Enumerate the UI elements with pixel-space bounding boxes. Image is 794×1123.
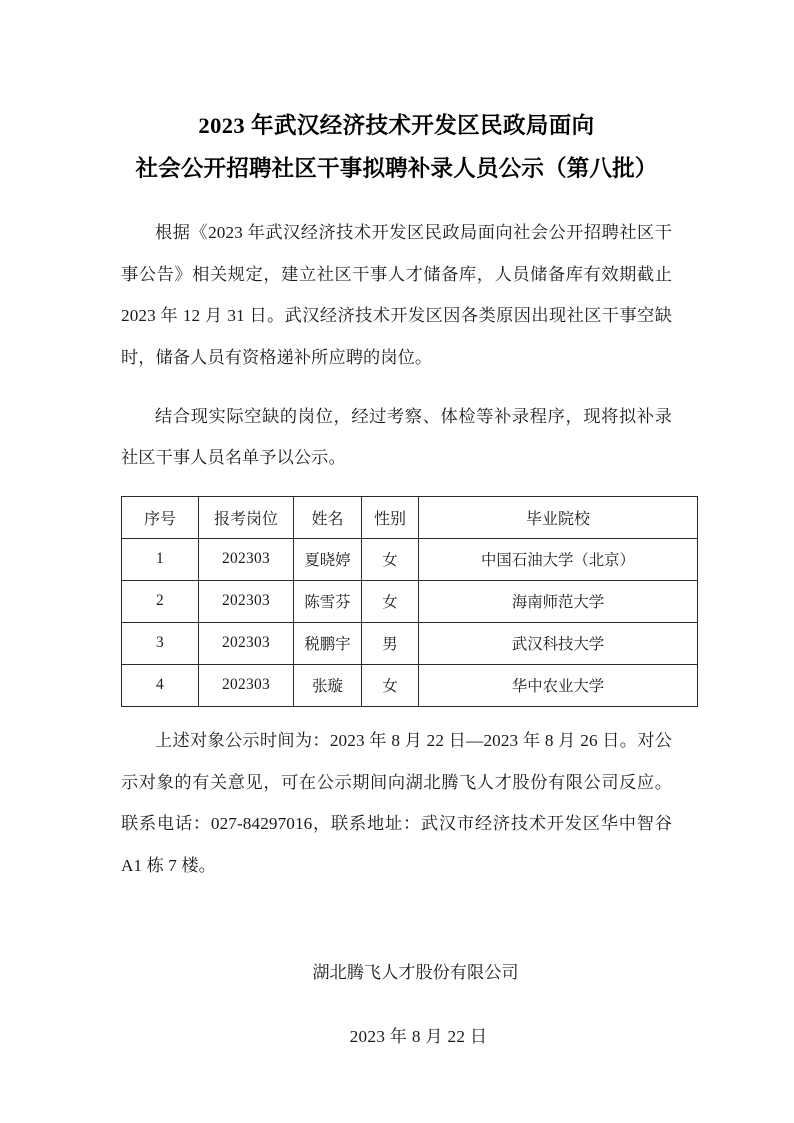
paragraph-1: 根据《2023 年武汉经济技术开发区民政局面向社会公开招聘社区干事公告》相关规定，建立社区干事人才储备库，人员储备库有效期截止 2023 年 12 月 31 日。武汉经济技术开发区因各类原因出现社区干事空缺时，储备人员有资格递补所应聘的岗位。: [121, 223, 672, 367]
roster-table: [121, 496, 698, 707]
cell-school: 华中农业大学: [419, 664, 698, 706]
table-row: [122, 538, 698, 580]
table-header-index: 序号: [122, 496, 199, 538]
closing-paragraph: 上述对象公示时间为：2023 年 8 月 22 日—2023 年 8 月 26 日。对公示对象的有关意见，可在公示期间向湖北腾飞人才股份有限公司反应。联系电话：027-84297016，联系地址：武汉市经济技术开发区华中智谷 A1 栋 7 楼。: [121, 730, 672, 875]
cell-school: 海南师范大学: [419, 580, 698, 622]
cell-post: 202303: [199, 538, 294, 580]
cell-index: 3: [122, 622, 199, 664]
cell-school: 武汉科技大学: [419, 622, 698, 664]
table-row: [122, 664, 698, 706]
cell-sex: 女: [362, 580, 419, 622]
cell-sex: 女: [362, 664, 419, 706]
table-header-row: [122, 496, 698, 538]
signature-date: 2023 年 8 月 22 日: [349, 1026, 488, 1046]
cell-name: 夏晓婷: [294, 538, 362, 580]
signature-block: [121, 952, 672, 1057]
table-header-school: 毕业院校: [419, 496, 698, 538]
cell-index: 2: [122, 580, 199, 622]
document-body: [121, 104, 672, 1058]
table-row: [122, 580, 698, 622]
cell-name: 陈雪芬: [294, 580, 362, 622]
table-header-sex: 性别: [362, 496, 419, 538]
roster-table-wrapper: [121, 496, 672, 707]
cell-post: 202303: [199, 622, 294, 664]
cell-index: 1: [122, 538, 199, 580]
cell-post: 202303: [199, 664, 294, 706]
cell-sex: 女: [362, 538, 419, 580]
cell-post: 202303: [199, 580, 294, 622]
cell-school: 中国石油大学（北京）: [419, 538, 698, 580]
cell-sex: 男: [362, 622, 419, 664]
table-row: [122, 622, 698, 664]
page-title: [121, 104, 672, 190]
cell-name: 税鹏宇: [294, 622, 362, 664]
cell-name: 张璇: [294, 664, 362, 706]
table-header-post: 报考岗位: [199, 496, 294, 538]
cell-index: 4: [122, 664, 199, 706]
signature-organization: 湖北腾飞人才股份有限公司: [312, 963, 519, 983]
page-title-line-2: 社会公开招聘社区干事拟聘补录人员公示（第八批）: [135, 156, 658, 181]
paragraph-2: 结合现实际空缺的岗位，经过考察、体检等补录程序，现将拟补录社区干事人员名单予以公示。: [121, 406, 672, 468]
table-header-name: 姓名: [294, 496, 362, 538]
page-title-line-1: 2023 年武汉经济技术开发区民政局面向: [198, 113, 595, 138]
